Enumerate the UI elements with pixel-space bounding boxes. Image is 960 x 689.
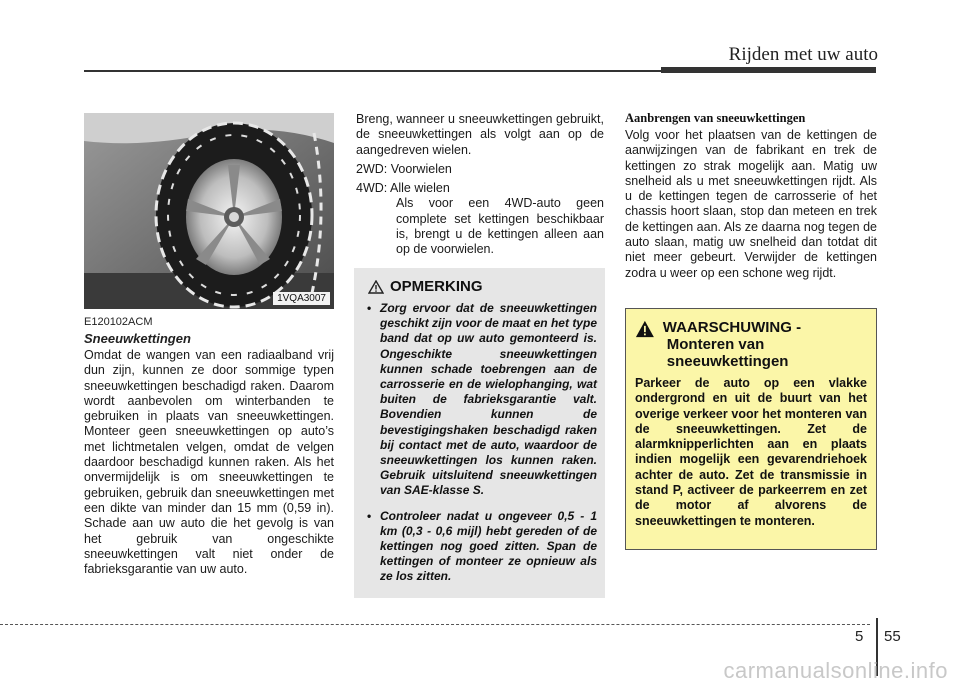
drive-2wd: 2WD: Voorwielen	[356, 161, 452, 176]
note-box	[354, 268, 605, 598]
warning-body: Parkeer de auto op een vlakke ondergrond en uit de buurt van het overige verkeer voor het monteren van de sneeuwkettingen. Zet de alarmknipperlichten aan en plaats indien mogelijk een gevarendriehoek achter de auto. Zet de transmissie in stand P, activeer de parkeerrem en zet de motor af alvorens de sneeuwkettingen te monteren.	[635, 376, 867, 528]
footer-rule	[0, 624, 870, 625]
drive-4wd: 4WD: Alle wielen	[356, 181, 450, 196]
figure-code: 1VQA3007	[273, 292, 330, 305]
header-rule-accent	[661, 67, 876, 73]
drive-4wd-note: Als voor een 4WD-auto geen complete set kettingen beschikbaar is, brengt u de kettingen alleen aan op de voorwielen.	[396, 196, 604, 257]
mounting-body: Volg voor het plaatsen van de kettingen de aanwijzingen van de fabrikant en trek de kettingen zo strak mogelijk aan. Matig uw snelheid als u met sneeuwkettingen rijdt. Als u de kettingen tegen de carrosserie of het chassis hoort slaan, stop dan meteen en trek de kettingen aan. Als ze daarna nog tegen de auto slaan, matig uw snelheid dan totdat dit niet meer gebeurt. Verwijder de kettingen zodra u weer op een schone weg rijdt.	[625, 128, 877, 280]
drive-wheels-section	[356, 112, 604, 258]
section-ref-code: E120102ACM	[84, 316, 153, 328]
note-item: • Zorg ervoor dat de sneeuwkettingen geschikt zijn voor de maat en het type band dat op uw auto gemonteerd is. Ongeschikte sneeuwkettingen kunnen schade toebrengen aan de carrosserie en de wielophanging, wat buiten de fabrieksgarantie valt. Bovendien kunnen de bevestigingshaken beschadigd raken bij contact met de auto, waardoor de sneeuwkettingen los kunnen raken. Gebruik uitsluitend sneeuwkettingen van SAE-klasse S.	[364, 301, 597, 499]
tire-with-chain-illustration	[84, 113, 334, 309]
warning-header	[635, 319, 867, 370]
mounting-heading: Aanbrengen van sneeuwkettingen	[625, 111, 806, 125]
page-number: 55	[884, 628, 901, 645]
section-heading: Sneeuwkettingen	[84, 331, 191, 346]
warning-title-line2: Monteren van sneeuwkettingen	[666, 336, 789, 370]
note-header	[364, 278, 597, 295]
drive-intro: Breng, wanneer u sneeuwkettingen gebruikt, de sneeuwkettingen als volgt aan op de aangedreven wielen.	[356, 112, 604, 157]
snow-chain-photo	[84, 113, 334, 309]
chapter-number: 5	[855, 628, 864, 645]
caution-triangle-icon	[368, 280, 384, 294]
warning-triangle-icon	[635, 319, 655, 339]
note-item: • Controleer nadat u ongeveer 0,5 - 1 km (0,3 - 0,6 mijl) hebt gereden of de kettingen nog goed zitten. Span de kettingen of monteer ze opnieuw als ze los zitten.	[364, 509, 597, 585]
note-list	[364, 301, 597, 585]
watermark: carmanualsonline.info	[723, 658, 948, 683]
header-title: Rijden met uw auto	[728, 44, 878, 65]
warning-box	[625, 308, 877, 550]
note-title: OPMERKING	[390, 278, 483, 295]
warning-title-line1: WAARSCHUWING -	[662, 319, 802, 336]
section-body: Omdat de wangen van een radiaalband vrij dun zijn, kunnen ze door sommige typen sneeuwkettingen beschadigd raken. Daarom wordt aanbevolen om winterbanden te gebruiken in plaats van sneeuwkettingen. Monteer geen sneeuwkettingen op auto’s met lichtmetalen velgen, omdat de velgen daardoor beschadigd kunnen raken. Als het onvermijdelijk is om sneeuwkettingen te gebruiken, gebruik dan sneeuwkettingen met een dikte van minder dan 15 mm (0,59 in). Schade aan uw auto die het gevolg is van het gebruik van ongeschikte sneeuwkettingen valt niet onder de fabrieksgarantie van uw auto.	[84, 348, 334, 577]
warning-title	[663, 319, 867, 370]
